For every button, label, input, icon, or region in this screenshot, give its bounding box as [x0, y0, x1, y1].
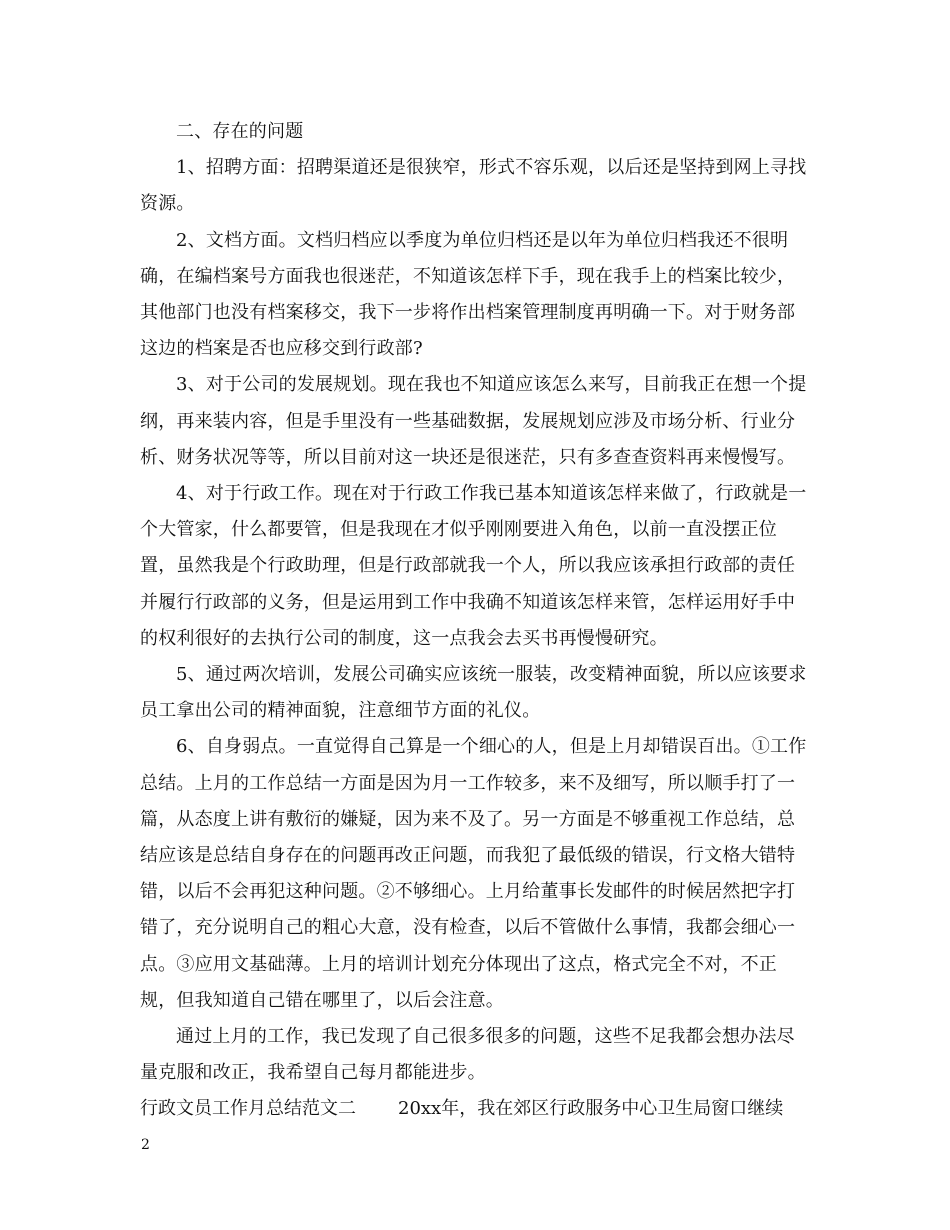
paragraph-development-plan: 3、对于公司的发展规划。现在我也不知道应该怎么来写，目前我正在想一个提纲，再来装内容，但是手里没有一些基础数据，发展规划应涉及市场分析、行业分析、财务状况等等，所以目前对这一块还是很迷茫，只有多查查资料再来慢慢写。	[140, 374, 807, 468]
page-number: 2	[141, 1137, 150, 1153]
document-body	[140, 114, 812, 1128]
paragraph-training: 5、通过两次培训，发展公司确实应该统一服装，改变精神面貌，所以应该要求员工拿出公司的精神面貌，注意细节方面的礼仪。	[140, 664, 807, 722]
next-document-line	[140, 1091, 812, 1127]
paragraph-documents: 2、文档方面。文档归档应以季度为单位归档还是以年为单位归档我还不很明确，在编档案号方面我也很迷茫，不知道该怎样下手，现在我手上的档案比较少，其他部门也没有档案移交，我下一步将作出档案管理制度再明确一下。对于财务部这边的档案是否也应移交到行政部?	[140, 229, 796, 360]
section-heading: 二、存在的问题	[176, 121, 304, 142]
paragraph-conclusion: 通过上月的工作，我已发现了自己很多很多的问题，这些不足我都会想办法尽量克服和改正，我希望自己每月都能进步。	[140, 1026, 795, 1084]
next-document-title: 行政文员工作月总结范文二	[140, 1098, 356, 1120]
paragraph-administration: 4、对于行政工作。现在对于行政工作我已基本知道该怎样来做了，行政就是一个大管家，什么都要管，但是我现在才似乎刚刚要进入角色，以前一直没摆正位置，虽然我是个行政助理，但是行政部就我一个人，所以我应该承担行政部的责任并履行行政部的义务，但是运用到工作中我确不知道该怎样来管，怎样运用好手中的权利很好的去执行公司的制度，这一点我会去买书再慢慢研究。	[140, 483, 807, 649]
paragraph-weaknesses: 6、自身弱点。一直觉得自己算是一个细心的人，但是上月却错误百出。①工作总结。上月的工作总结一方面是因为月一工作较多，来不及细写，所以顺手打了一篇，从态度上讲有敷衍的嫌疑，因为来不及了。另一方面是不够重视工作总结，总结应该是总结自身存在的问题再改正问题，而我犯了最低级的错误，行文格大错特错，以后不会再犯这种问题。②不够细心。上月给董事长发邮件的时候居然把字打错了，充分说明自己的粗心大意，没有检查，以后不管做什么事情，我都会细心一点。③应用文基础薄。上月的培训计划充分体现出了这点，格式完全不对，不正规，但我知道自己错在哪里了，以后会注意。	[140, 736, 807, 1011]
next-document-opening: 20xx年，我在郊区行政服务中心卫生局窗口继续	[398, 1098, 784, 1120]
paragraph-recruitment: 1、招聘方面：招聘渠道还是很狭窄，形式不容乐观，以后还是坚持到网上寻找资源。	[140, 157, 807, 215]
